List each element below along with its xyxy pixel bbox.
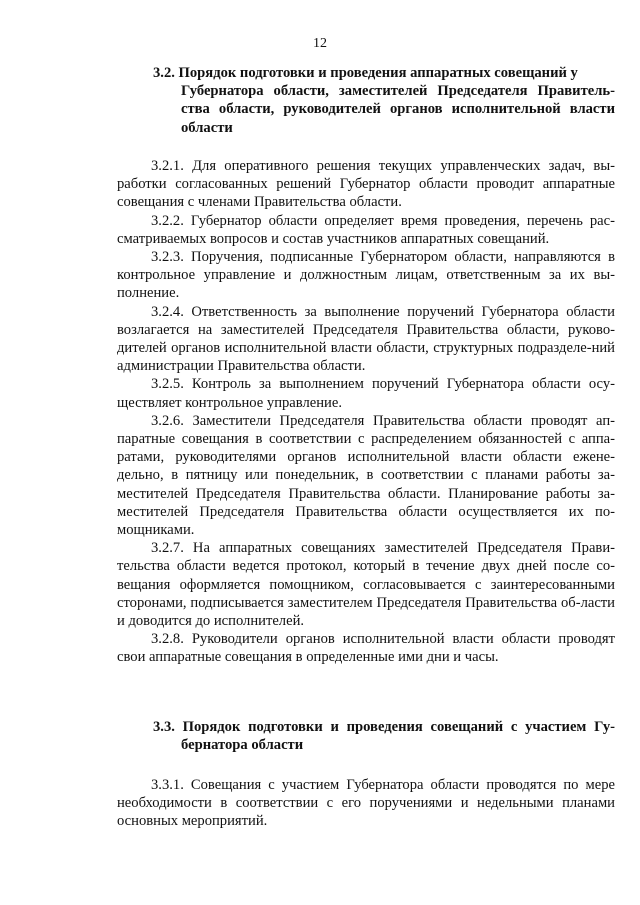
section-3-3-heading-text: 3.3. Порядок подготовки и проведения совещаний с участием Гу-бернатора области	[153, 719, 615, 754]
section-3-2-heading-line1: 3.2. Порядок подготовки и проведения аппаратных совещаний у	[153, 65, 578, 81]
section-3-2-body	[117, 157, 615, 667]
paragraph-3-2-5: 3.2.5. Контроль за выполнением поручений Губернатора области осу-ществляет контрольное управление.	[117, 376, 615, 411]
page-number: 12	[313, 36, 327, 51]
paragraph-3-2-8: 3.2.8. Руководители органов исполнительной власти области проводят свои аппаратные совещания в определенные ими дни и часы.	[117, 631, 615, 666]
paragraph-3-2-7: 3.2.7. На аппаратных совещаниях заместителей Председателя Прави-тельства области ведется протокол, который в течение двух дней после со-вещания оформляется помощником, согласовывается с заинтересованными сторонами, подписывается заместителем Председателя Правительства об-ласти и доводится до исполнителей.	[117, 540, 615, 630]
paragraph-3-2-6: 3.2.6. Заместители Председателя Правительства области проводят ап-паратные совещания в соответствии с распределением обязанностей с аппа-ратами, руководителями органов исполнительной власти области еженe-дельно, в пятницу или понедельник, в соответствии с планами работы за-местителей Председателя Правительства области. Планирование работы за-местителей Председателя Правительства области осуществляется их по-мощниками.	[117, 412, 615, 539]
paragraph-3-2-1: 3.2.1. Для оперативного решения текущих управленческих задач, вы-работки согласованных решений Губернатор области проводит аппаратные совещания с членами Правительства области.	[117, 158, 615, 211]
paragraph-3-2-4: 3.2.4. Ответственность за выполнение поручений Губернатора области возлагается на заместителей Председателя Правительства области, руково-дителей органов исполнительной власти области, структурных подразделе-ний администрации Правительства области.	[117, 303, 615, 375]
section-3-2-heading	[117, 64, 615, 137]
paragraph-3-3-1: 3.3.1. Совещания с участием Губернатора области проводятся по мере необходимости в соответствии с его поручениями и недельными планами основных мероприятий.	[117, 777, 615, 830]
section-3-3-heading	[117, 718, 615, 754]
section-3-3-body	[117, 776, 615, 831]
section-3-2-heading-rest: Губернатора области, заместителей Председателя Правитель-ства области, руководителей органов исполнительной власти области	[181, 83, 615, 136]
paragraph-3-2-3: 3.2.3. Поручения, подписанные Губернатором области, направляются в контрольное управление и должностным лицам, ответственным за их вы-полнение.	[117, 249, 615, 302]
paragraph-3-2-2: 3.2.2. Губернатор области определяет время проведения, перечень рас-сматриваемых вопросов и состав участников аппаратных совещаний.	[117, 212, 615, 247]
